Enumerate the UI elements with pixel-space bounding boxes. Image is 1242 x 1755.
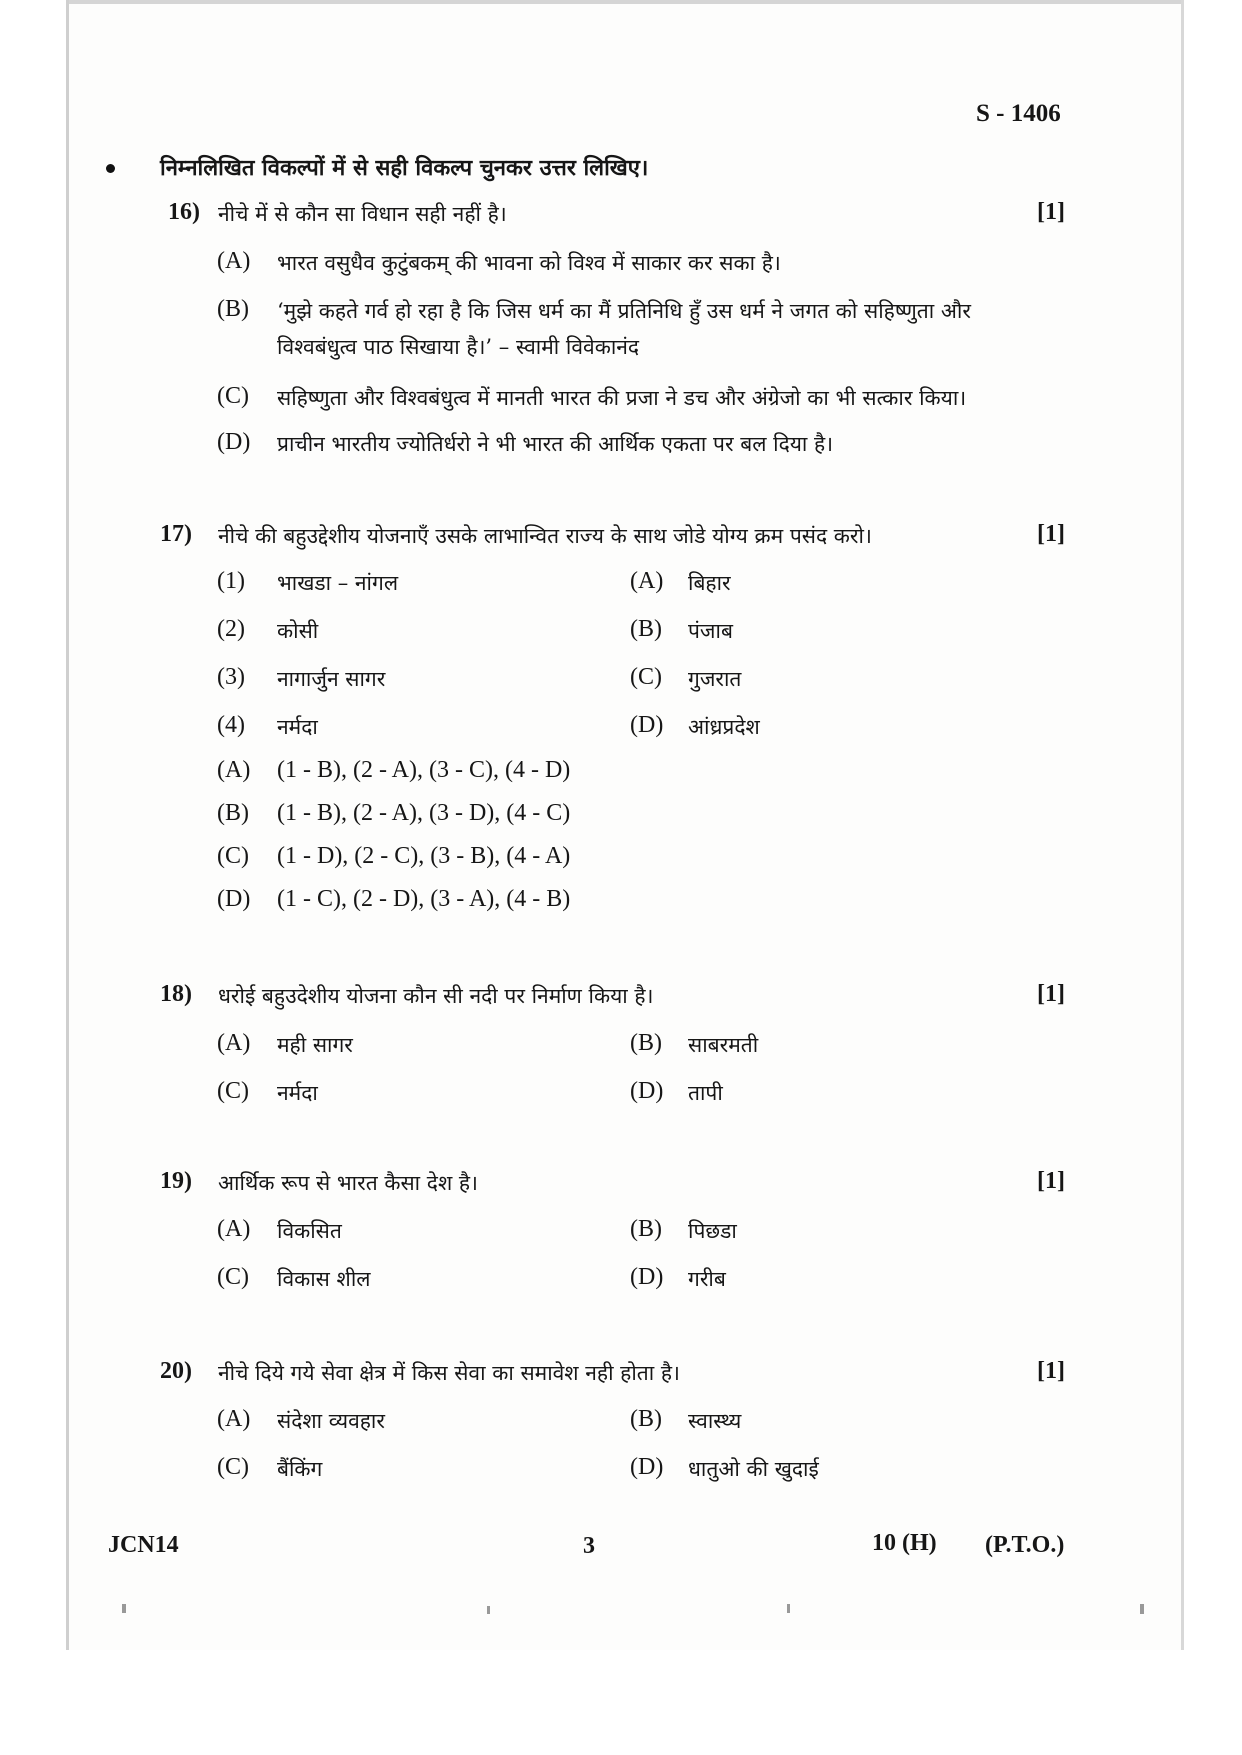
question-marks: [1] [1037, 1168, 1065, 1194]
scan-speck [122, 1604, 126, 1613]
option-label: (B) [217, 296, 249, 322]
option-label: (D) [217, 429, 251, 455]
match-right-label: (C) [630, 664, 662, 690]
option-label: (B) [630, 1030, 662, 1056]
option-text: बैंकिंग [277, 1457, 323, 1481]
option-text: नर्मदा [277, 1081, 318, 1105]
question-text: नीचे दिये गये सेवा क्षेत्र में किस सेवा का समावेश नही होता है। [218, 1361, 680, 1385]
match-left-label: (4) [217, 712, 245, 738]
option-label: (C) [217, 383, 249, 409]
option-label: (B) [217, 800, 249, 826]
question-marks: [1] [1037, 521, 1065, 547]
option-label: (C) [217, 1264, 249, 1290]
footer-code: JCN14 [108, 1532, 179, 1558]
match-right-label: (B) [630, 616, 662, 642]
question-number: 20) [160, 1358, 192, 1384]
match-right-text: आंध्रप्रदेश [688, 715, 760, 739]
option-text: गरीब [688, 1267, 726, 1291]
instruction-text: निम्नलिखित विकल्पों में से सही विकल्प चुनकर उत्तर लिखिए। [160, 155, 649, 181]
option-text: सहिष्णुता और विश्वबंधुत्व में मानती भारत की प्रजा ने डच और अंग्रेजो का भी सत्कार किया। [277, 386, 967, 410]
match-left-text: भाखडा – नांगल [277, 571, 399, 595]
question-number: 16) [168, 199, 200, 225]
option-label: (A) [217, 1406, 251, 1432]
match-left-label: (2) [217, 616, 245, 642]
option-label: (B) [630, 1216, 662, 1242]
option-text: तापी [688, 1081, 723, 1105]
option-text: ‘मुझे कहते गर्व हो रहा है कि जिस धर्म का मैं प्रतिनिधि हुँ उस धर्म ने जगत को सहिष्णुता और [277, 299, 971, 323]
pto-label: (P.T.O.) [985, 1532, 1065, 1558]
option-text: साबरमती [688, 1033, 759, 1057]
question-marks: [1] [1037, 199, 1065, 225]
footer-set-code: 10 (H) [872, 1530, 937, 1556]
paper-code: S - 1406 [976, 100, 1061, 127]
option-text: धातुओ की खुदाई [688, 1457, 819, 1481]
option-text: संदेशा व्यवहार [277, 1409, 385, 1433]
option-label: (A) [217, 757, 251, 783]
option-text: (1 - B), (2 - A), (3 - C), (4 - D) [277, 757, 571, 783]
match-left-text: नर्मदा [277, 715, 318, 739]
option-text: (1 - D), (2 - C), (3 - B), (4 - A) [277, 843, 571, 869]
scan-speck [1140, 1604, 1144, 1614]
option-text: भारत वसुधैव कुटुंबकम् की भावना को विश्व में साकार कर सका है। [277, 251, 781, 275]
question-text: नीचे में से कौन सा विधान सही नहीं है। [218, 202, 507, 226]
match-right-text: पंजाब [688, 619, 733, 643]
bullet-icon [106, 164, 115, 173]
question-marks: [1] [1037, 981, 1065, 1007]
option-label: (C) [217, 1078, 249, 1104]
page-number: 3 [583, 1533, 595, 1559]
match-left-text: कोसी [277, 619, 319, 643]
option-text: विकसित [277, 1219, 342, 1243]
match-left-label: (1) [217, 568, 245, 594]
option-text: (1 - B), (2 - A), (3 - D), (4 - C) [277, 800, 571, 826]
option-label: (C) [217, 843, 249, 869]
option-label: (D) [217, 886, 251, 912]
question-number: 18) [160, 981, 192, 1007]
option-text: पिछडा [688, 1219, 737, 1243]
option-label: (A) [217, 1216, 251, 1242]
question-number: 17) [160, 521, 192, 547]
option-text: विकास शील [277, 1267, 371, 1291]
question-number: 19) [160, 1168, 192, 1194]
option-label: (A) [217, 248, 251, 274]
match-right-label: (A) [630, 568, 664, 594]
option-text: स्वास्थ्य [688, 1409, 742, 1433]
match-right-text: बिहार [688, 571, 731, 595]
option-label: (D) [630, 1454, 664, 1480]
option-text: प्राचीन भारतीय ज्योतिर्धरो ने भी भारत की आर्थिक एकता पर बल दिया है। [277, 432, 834, 456]
match-right-text: गुजरात [688, 667, 742, 691]
option-label: (B) [630, 1406, 662, 1432]
scan-speck [487, 1606, 490, 1614]
option-text-continued: विश्वबंधुत्व पाठ सिखाया है।’ – स्वामी विवेकानंद [277, 335, 640, 359]
option-label: (D) [630, 1078, 664, 1104]
question-text: नीचे की बहुउद्देशीय योजनाएँ उसके लाभान्वित राज्य के साथ जोडे योग्य क्रम पसंद करो। [218, 524, 872, 548]
option-label: (A) [217, 1030, 251, 1056]
match-right-label: (D) [630, 712, 664, 738]
match-left-label: (3) [217, 664, 245, 690]
match-left-text: नागार्जुन सागर [277, 667, 386, 691]
option-text: (1 - C), (2 - D), (3 - A), (4 - B) [277, 886, 571, 912]
scan-speck [787, 1604, 790, 1613]
option-text: मही सागर [277, 1033, 353, 1057]
option-label: (D) [630, 1264, 664, 1290]
question-text: आर्थिक रूप से भारत कैसा देश है। [218, 1171, 479, 1195]
question-text: धरोई बहुउदेशीय योजना कौन सी नदी पर निर्माण किया है। [218, 984, 654, 1008]
option-label: (C) [217, 1454, 249, 1480]
question-marks: [1] [1037, 1358, 1065, 1384]
